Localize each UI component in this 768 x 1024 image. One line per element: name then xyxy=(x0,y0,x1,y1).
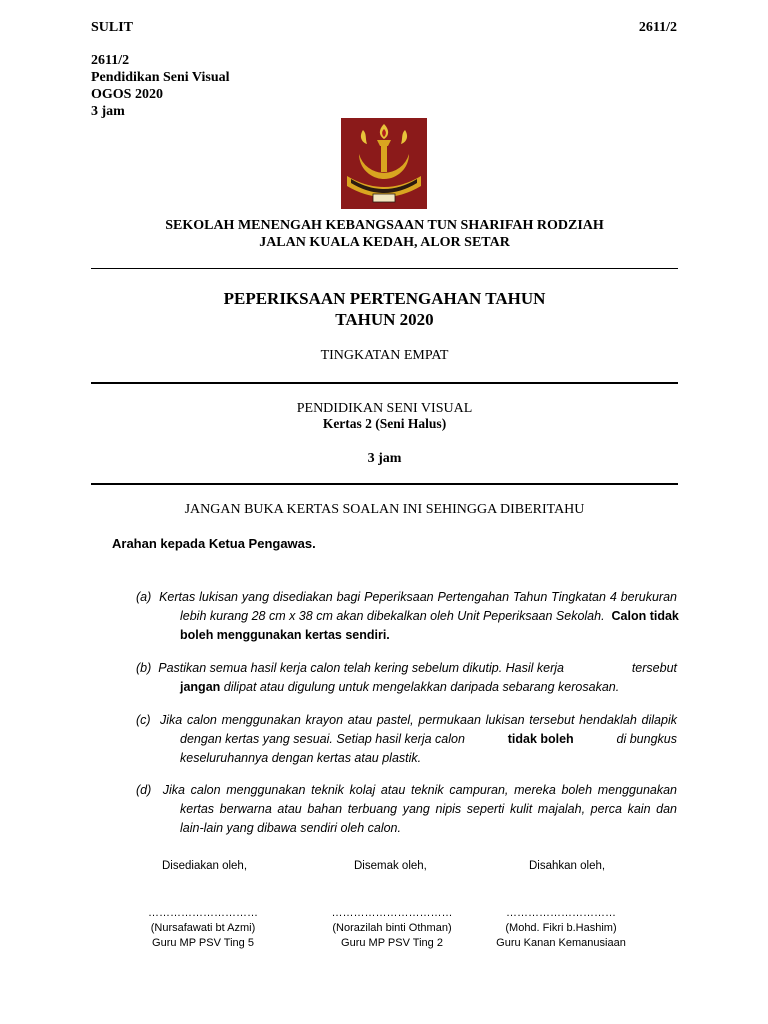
instruction-a-line-3 xyxy=(136,626,677,645)
header-classification: SULIT xyxy=(91,20,134,35)
instruction-d-text-2: kertas berwarna atau bahan terbuang yang nipis seperti kulit majalah, perca kain dan xyxy=(180,802,677,816)
header-paper-code: 2611/2 xyxy=(638,20,677,35)
meta-date: OGOS 2020 xyxy=(91,87,163,102)
instruction-c-text-3: keseluruhannya dengan kertas atau plastik. xyxy=(180,751,422,765)
instruction-d-label: (d) xyxy=(136,783,152,797)
instruction-c-text-end: di bungkus xyxy=(616,732,677,746)
instruction-a-text-2: lebih kurang 28 cm x 38 cm akan dibekalkan oleh Unit Peperiksaan Sekolah. xyxy=(180,609,605,623)
instruction-c-line-1 xyxy=(136,711,677,730)
instruction-c-text-2: dengan kertas yang sesuai. Setiap hasil kerja calon xyxy=(180,732,465,746)
meta-duration: 3 jam xyxy=(91,104,125,119)
divider-2 xyxy=(91,382,678,384)
instruction-d-line-3 xyxy=(136,819,677,838)
exam-subject: PENDIDIKAN SENI VISUAL xyxy=(296,401,473,416)
signature-3-dots: ………………………… xyxy=(506,907,616,919)
instructions-heading: Arahan kepada Ketua Pengawas. xyxy=(112,536,316,551)
instruction-d-text-1: Jika calon menggunakan teknik kolaj atau teknik campuran, mereka boleh menggunakan xyxy=(162,783,678,797)
signature-1-role: Guru MP PSV Ting 5 xyxy=(152,937,254,949)
divider-3 xyxy=(91,483,678,485)
signature-2 xyxy=(307,906,477,951)
signature-3-role: Guru Kanan Kemanusiaan xyxy=(496,937,626,949)
instruction-a-line-2 xyxy=(136,607,677,626)
exam-paper: Kertas 2 (Seni Halus) xyxy=(322,416,447,431)
instruction-c-line-2 xyxy=(136,730,677,749)
instruction-b-label: (b) xyxy=(136,661,152,675)
instruction-a-bold-2: boleh menggunakan kertas sendiri. xyxy=(180,628,390,642)
signature-2-dots: …………………………… xyxy=(331,907,453,919)
exam-form: TINGKATAN EMPAT xyxy=(320,348,449,363)
signature-1-dots: ………………………… xyxy=(148,907,258,919)
signature-3 xyxy=(476,906,646,951)
signature-2-role: Guru MP PSV Ting 2 xyxy=(341,937,443,949)
meta-subject: Pendidikan Seni Visual xyxy=(91,70,230,85)
signature-1-label: Disediakan oleh, xyxy=(162,860,248,872)
instruction-a-label: (a) xyxy=(136,590,152,604)
instruction-b-text-end: tersebut xyxy=(631,661,677,675)
instruction-b xyxy=(136,659,677,697)
signature-3-label: Disahkan oleh, xyxy=(529,860,606,872)
signature-2-label: Disemak oleh, xyxy=(354,860,427,872)
instruction-c xyxy=(136,711,677,768)
signature-1-name: (Nursafawati bt Azmi) xyxy=(150,922,256,934)
instruction-b-text-1: Pastikan semua hasil kerja calon telah kering sebelum dikutip. Hasil kerja xyxy=(158,661,564,675)
meta-code: 2611/2 xyxy=(91,53,130,68)
instruction-d-text-3: lain-lain yang dibawa sendiri oleh calon. xyxy=(180,821,401,835)
instruction-b-line-2 xyxy=(136,678,677,697)
instruction-d-line-1 xyxy=(136,781,677,800)
instruction-c-text-1: Jika calon menggunakan krayon atau pastel, permukaan lukisan tersebut hendaklah dilapik xyxy=(160,713,677,727)
exam-duration: 3 jam xyxy=(367,451,402,466)
instruction-d-line-2 xyxy=(136,800,677,819)
instruction-a-bold-1: Calon tidak xyxy=(611,609,679,623)
instruction-c-line-3 xyxy=(136,749,677,768)
instruction-b-bold: jangan xyxy=(180,680,221,694)
instruction-d xyxy=(136,781,677,838)
signature-2-name: (Norazilah binti Othman) xyxy=(332,922,452,934)
instruction-a-line-1 xyxy=(136,588,677,607)
divider-1 xyxy=(91,268,678,269)
signature-3-name: (Mohd. Fikri b.Hashim) xyxy=(505,922,617,934)
meta-block xyxy=(91,52,230,120)
exam-warning: JANGAN BUKA KERTAS SOALAN INI SEHINGGA DIBERITAHU xyxy=(184,502,585,517)
exam-year: TAHUN 2020 xyxy=(335,310,434,329)
exam-title: PEPERIKSAAN PERTENGAHAN TAHUN xyxy=(223,289,546,308)
instruction-a xyxy=(136,588,677,645)
instruction-b-line-1 xyxy=(136,659,677,678)
instruction-a-text-1: Kertas lukisan yang disediakan bagi Peperiksaan Pertengahan Tahun Tingkatan 4 berukuran xyxy=(159,590,677,604)
instruction-c-label: (c) xyxy=(136,713,151,727)
school-name: SEKOLAH MENENGAH KEBANGSAAN TUN SHARIFAH RODZIAH xyxy=(165,218,604,233)
instruction-b-text-2: dilipat atau digulung untuk mengelakkan daripada sebarang kerosakan. xyxy=(223,680,620,694)
school-address: JALAN KUALA KEDAH, ALOR SETAR xyxy=(259,235,510,250)
instruction-c-bold: tidak boleh xyxy=(507,732,574,746)
school-crest-icon xyxy=(341,118,427,209)
signature-1 xyxy=(118,906,288,951)
